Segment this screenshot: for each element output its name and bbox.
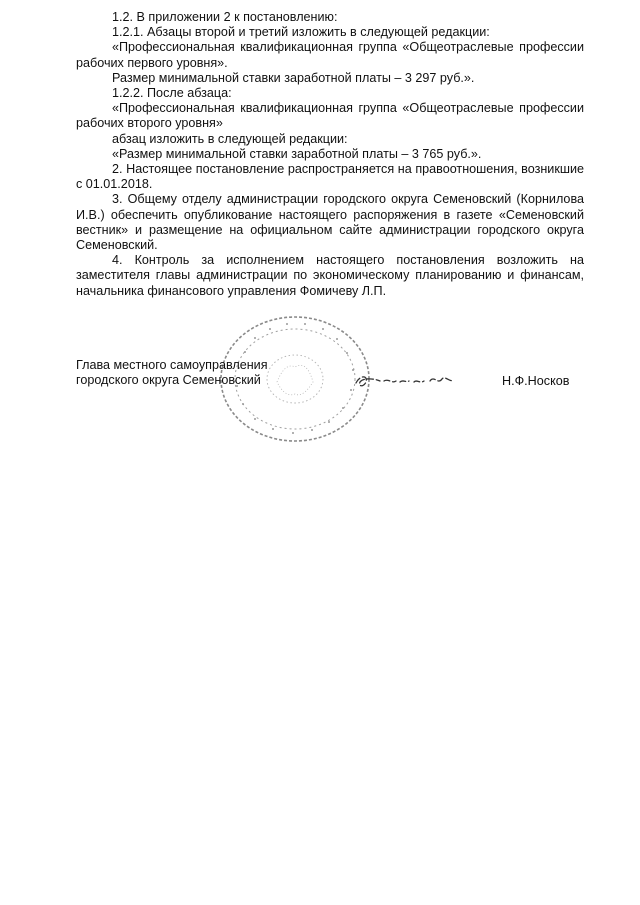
signatory-position xyxy=(76,358,268,388)
paragraph-1-2-2: 1.2.2. После абзаца: xyxy=(112,86,232,101)
paragraph-2: 2. Настоящее постановление распространяется на правоотношения, возникшие с 01.01.2018. xyxy=(76,162,584,192)
paragraph-1-2-1: 1.2.1. Абзацы второй и третий изложить в следующей редакции: xyxy=(112,25,490,40)
paragraph-4: 4. Контроль за исполнением настоящего постановления возложить на заместителя главы администрации по экономическому планированию и финансам, начальника финансового управления Фомичеву Л.П. xyxy=(76,253,584,298)
paragraph-1-2: 1.2. В приложении 2 к постановлению: xyxy=(112,10,338,24)
document-body xyxy=(76,10,584,299)
paragraph-rate-1: Размер минимальной ставки заработной платы – 3 297 руб.». xyxy=(112,70,475,85)
paragraph-quote-group-1: «Профессиональная квалификационная группа «Общеотраслевые профессии рабочих первого уровня». xyxy=(76,40,584,70)
signatory-name: Н.Ф.Носков xyxy=(502,374,570,388)
paragraph-edit-note: абзац изложить в следующей редакции: xyxy=(112,131,348,146)
paragraph-3: 3. Общему отделу администрации городского округа Семеновский (Корнилова И.В.) обеспечить опубликование настоящего распоряжения в газете «Семеновский вестник» и размещение на официальном сайте администрации городского округа Семеновский. xyxy=(76,192,584,253)
signatory-position-line-1: Глава местного самоуправления xyxy=(76,358,268,372)
signatory-position-line-2: городского округа Семеновский xyxy=(76,373,261,388)
paragraph-rate-2: «Размер минимальной ставки заработной платы – 3 765 руб.». xyxy=(112,146,482,161)
handwritten-signature xyxy=(350,365,470,395)
paragraph-quote-group-2: «Профессиональная квалификационная группа «Общеотраслевые профессии рабочих второго уровня» xyxy=(76,101,584,131)
